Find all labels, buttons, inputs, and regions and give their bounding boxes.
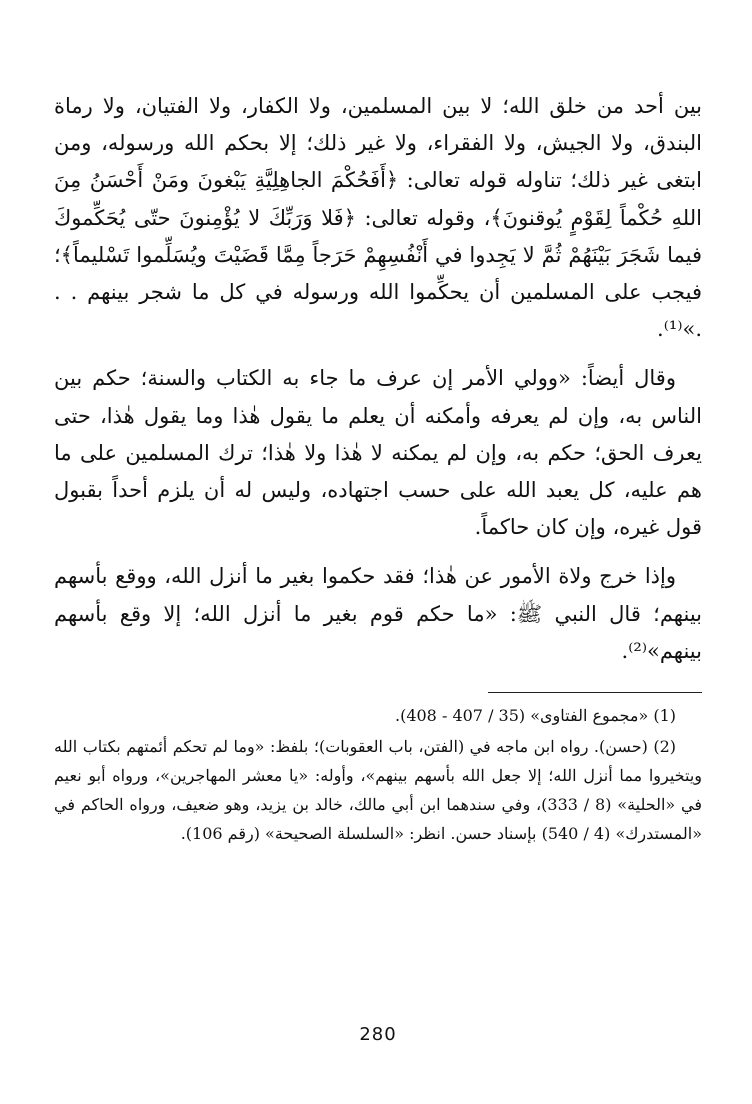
footnote-divider [488,692,702,693]
page-number: 280 [359,1024,397,1045]
footnotes [54,701,702,848]
main-text [54,88,702,670]
footnote-2: (2) (حسن). رواه ابن ماجه في (الفتن، باب العقوبات)؛ بلفظ: «وما لم تحكم أئمتهم بكتاب الله ويتخيروا مما أنزل الله؛ إلا جعل الله بأسهم بينهم»، وأوله: «يا معشر المهاجرين»، ورواه أبو نعيم في «الحلية» (8 / 333)، وفي سندهما ابن أبي مالك، خالد بن يزيد، وهو ضعيف، ورواه الحاكم في «المستدرك» (4 / 540) بإسناد حسن. انظر: «السلسلة الصحيحة» (رقم 106). [54,737,703,844]
paragraph-2: وقال أيضاً: «وولي الأمر إن عرف ما جاء به الكتاب والسنة؛ حكم بين الناس به، وإن لم يعرفه وأمكنه أن يعلم ما يقول هٰذا وما يقول هٰذا، حتى يعرف الحق؛ حكم به، وإن لم يمكنه لا هٰذا ولا هٰذا؛ ترك المسلمين على ما هم عليه، كل يعبد الله على حسب اجتهاده، وليس له أن يلزم أحداً بقبول قول غيره، وإن كان حاكماً. [54,366,702,540]
book-page [54,88,702,1088]
footnote-1: (1) «مجموع الفتاوى» (35 / 407 - 408). [394,706,676,726]
paragraph-3: وإذا خرج ولاة الأمور عن هٰذا؛ فقد حكموا بغير ما أنزل الله، ووقع بأسهم بينهم؛ قال النبي ﷺ: «ما حكم قوم بغير ما أنزل الله؛ إلا وقع بأسهم بينهم»⁽²⁾. [54,564,702,663]
paragraph-1: بين أحد من خلق الله؛ لا بين المسلمين، ولا الكفار، ولا الفتيان، ولا رماة البندق، ولا الجيش، ولا الفقراء، ولا غير ذلك؛ إلا بحكم الله ورسوله، ومن ابتغى غير ذلك؛ تناوله قوله تعالى: ﴿أَفَحُكْمَ الجاهِلِيَّةِ يَبْغونَ ومَنْ أَحْسَنُ مِنَ اللهِ حُكْماً لِقَوْمٍ يُوقنونَ﴾، وقوله تعالى: ﴿فَلا وَرَبِّكَ لا يُؤْمِنونَ حتّى يُحَكِّموكَ فيما شَجَرَ بَيْنَهُمْ ثُمَّ لا يَجِدوا في أَنْفُسِهِمْ حَرَجاً مِمَّا قَضَيْتَ ويُسَلِّموا تَسْليماً﴾؛ فيجب على المسلمين أن يحكِّموا الله ورسوله في كل ما شجر بينهم . . .»⁽¹⁾. [54,94,702,342]
